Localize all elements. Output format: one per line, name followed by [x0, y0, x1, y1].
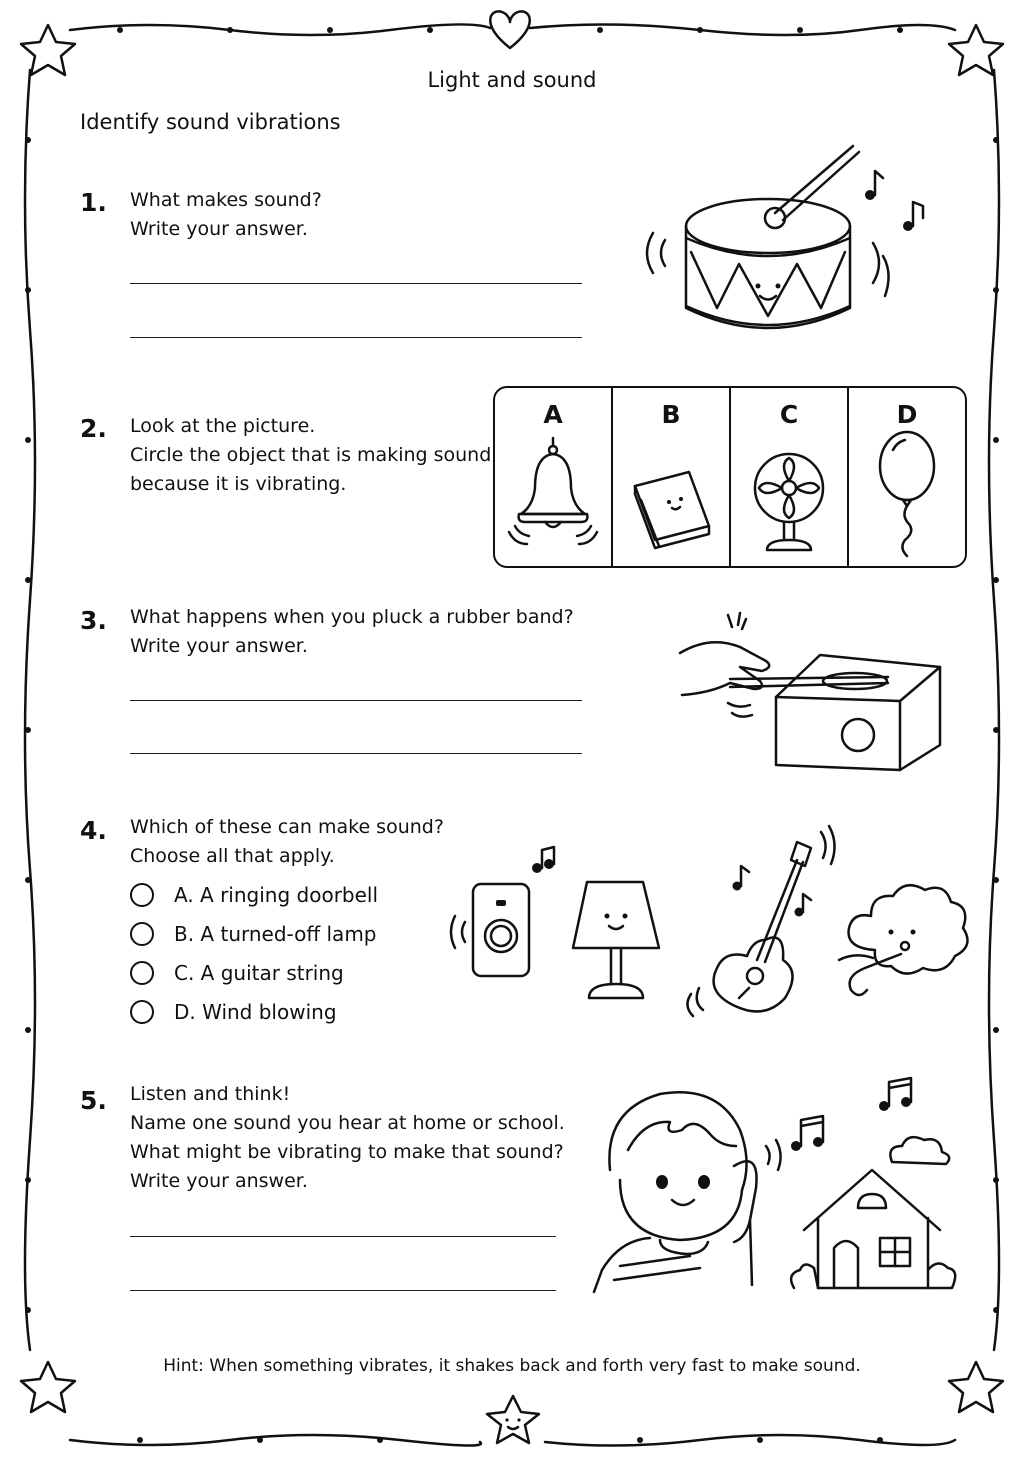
question-3-number: 3. [80, 606, 107, 635]
question-1-line: What makes sound? [130, 189, 322, 211]
question-5-text [130, 1080, 565, 1196]
star-icon [487, 1396, 539, 1443]
option-d[interactable] [130, 997, 337, 1027]
page-title: Light and sound [427, 68, 597, 92]
option-a-label: A. A ringing doorbell [174, 883, 379, 907]
fan-icon [731, 428, 848, 568]
music-note-icon [879, 1078, 911, 1111]
question-2-line: Look at the picture. [130, 415, 316, 437]
hint-text: Hint: When something vibrates, it shakes back and forth very fast to make sound. [163, 1356, 861, 1376]
question-1-text [130, 186, 322, 244]
question-5-number: 5. [80, 1086, 107, 1115]
option-c-radio[interactable] [130, 961, 154, 985]
picture-choice-grid [493, 386, 967, 568]
music-note-icon [733, 866, 750, 891]
answer-line[interactable] [130, 1236, 556, 1237]
question-5-line: Listen and think! [130, 1083, 291, 1105]
heart-icon [490, 11, 530, 48]
option-d-radio[interactable] [130, 1000, 154, 1024]
question-2-number: 2. [80, 414, 107, 443]
music-note-icon [532, 847, 554, 873]
option-c-label: C. A guitar string [174, 961, 344, 985]
music-note-icon [791, 1116, 823, 1151]
choice-b-label: B [661, 400, 681, 429]
music-note-icon [903, 202, 923, 231]
choice-a[interactable] [495, 388, 613, 566]
option-b-radio[interactable] [130, 922, 154, 946]
question-2-text [130, 412, 491, 499]
listening-scene-illustration [590, 1070, 970, 1300]
lamp-icon [573, 882, 659, 998]
rubber-band-box-icon [670, 605, 955, 780]
choice-b[interactable] [613, 388, 731, 566]
answer-line[interactable] [130, 1290, 556, 1291]
option-c[interactable] [130, 958, 344, 988]
cloud-icon [890, 1137, 949, 1164]
question-2-line: because it is vibrating. [130, 473, 347, 495]
music-note-icon [795, 894, 812, 917]
question-3-text [130, 603, 574, 661]
question-4-line: Which of these can make sound? [130, 816, 444, 838]
choice-a-label: A [543, 400, 563, 429]
bell-icon [495, 428, 612, 568]
choice-c[interactable] [731, 388, 849, 566]
question-3-line: Write your answer. [130, 635, 308, 657]
option-a-radio[interactable] [130, 883, 154, 907]
drum-icon [625, 138, 945, 348]
question-5-line: What might be vibrating to make that sound? [130, 1141, 564, 1163]
question-4-line: Choose all that apply. [130, 845, 335, 867]
question-4-text [130, 813, 444, 871]
question-1-number: 1. [80, 188, 107, 217]
question-2-line: Circle the object that is making sound [130, 444, 492, 466]
question-1-line: Write your answer. [130, 218, 308, 240]
sound-makers-illustration [435, 820, 975, 1030]
book-icon [613, 428, 730, 568]
guitar-icon [687, 826, 834, 1016]
option-a[interactable] [130, 880, 378, 910]
balloon-icon [849, 428, 966, 568]
answer-line[interactable] [130, 700, 582, 701]
answer-line[interactable] [130, 753, 582, 754]
option-b-label: B. A turned-off lamp [174, 922, 377, 946]
option-b[interactable] [130, 919, 377, 949]
answer-line[interactable] [130, 283, 582, 284]
choice-d[interactable] [849, 388, 965, 566]
choice-d-label: D [896, 400, 918, 429]
question-4-number: 4. [80, 816, 107, 845]
question-5-line: Name one sound you hear at home or school. [130, 1112, 565, 1134]
question-5-line: Write your answer. [130, 1170, 308, 1192]
answer-line[interactable] [130, 337, 582, 338]
question-3-line: What happens when you pluck a rubber band? [130, 606, 574, 628]
option-d-label: D. Wind blowing [174, 1000, 337, 1024]
doorbell-icon [451, 847, 554, 976]
music-note-icon [865, 171, 883, 200]
worksheet-subtitle: Identify sound vibrations [80, 110, 341, 134]
house-icon [791, 1170, 955, 1288]
choice-c-label: C [779, 400, 799, 429]
child-listening-icon [594, 1078, 911, 1292]
wind-cloud-icon [839, 885, 968, 995]
